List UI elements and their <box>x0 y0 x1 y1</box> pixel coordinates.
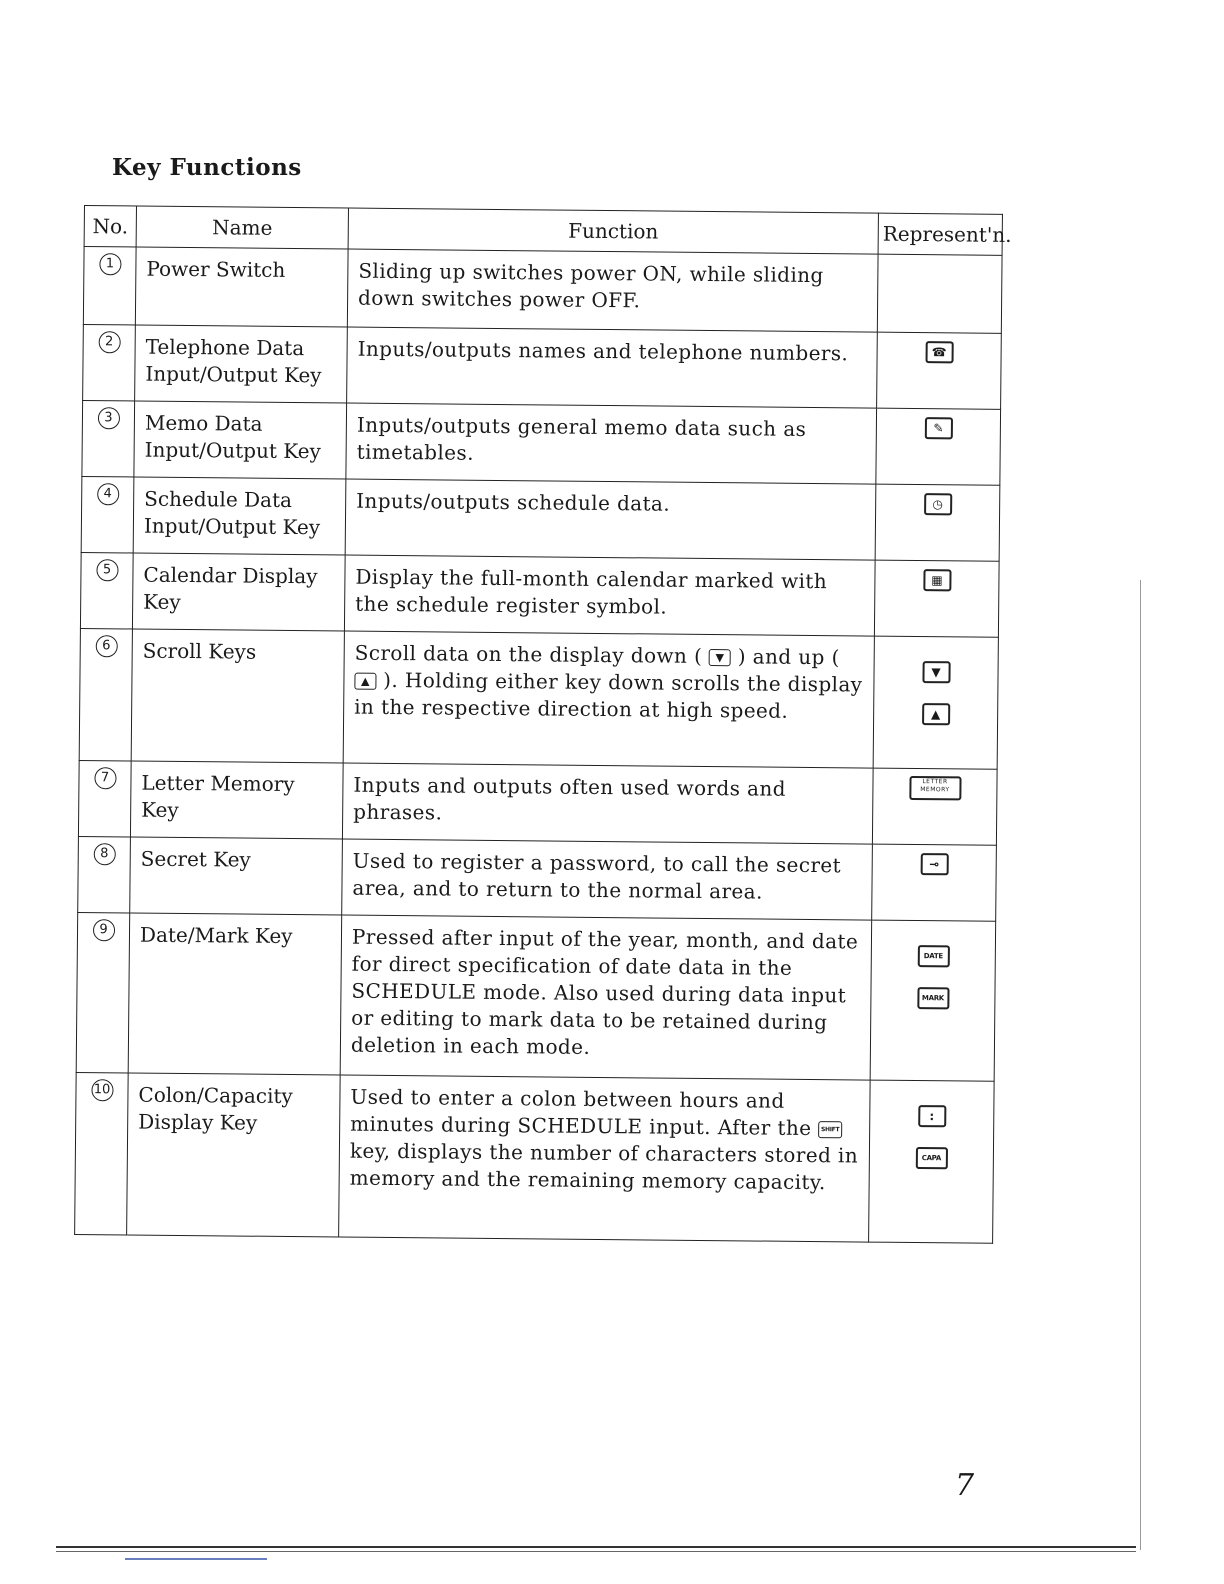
table-row <box>83 324 1002 409</box>
key-name: Letter Memory Key <box>130 761 343 839</box>
telephone-icon: ☎ <box>925 341 953 363</box>
key-name: Schedule Data Input/Output Key <box>133 477 346 555</box>
table-row <box>81 476 1000 561</box>
row-number: 7 <box>94 767 116 789</box>
header-no: No. <box>84 206 136 247</box>
scroll-up-icon: ▲ <box>354 673 376 690</box>
key-name: Memo Data Input/Output Key <box>134 401 347 479</box>
key-name: Scroll Keys <box>131 629 344 763</box>
colon-key-icon: : <box>918 1105 946 1127</box>
capa-key-icon: CAPA <box>915 1147 947 1169</box>
key-name: Calendar Display Key <box>132 553 345 631</box>
scroll-up-icon: ▲ <box>922 703 950 725</box>
key-function: Sliding up switches power ON, while sliding down switches power OFF. <box>347 249 878 332</box>
key-name: Power Switch <box>135 247 348 327</box>
right-margin-line <box>1140 580 1141 1550</box>
row-number: 8 <box>93 843 115 865</box>
key-function: Used to register a password, to call the secret area, and to return to the normal area. <box>342 839 873 920</box>
bottom-rule <box>56 1546 1136 1548</box>
row-number: 2 <box>98 331 120 353</box>
row-number: 9 <box>92 919 114 941</box>
bottom-rule-thin <box>56 1551 1136 1552</box>
key-function: Display the full-month calendar marked with the schedule register symbol. <box>344 555 875 636</box>
key-function: Inputs/outputs names and telephone numbers. <box>347 327 878 408</box>
section-title: Key Functions <box>112 154 302 181</box>
key-function: Pressed after input of the year, month, and date for direct specification of date data in the SCHEDULE mode. Also used during data input or editing to mark data to be retained during deletion in each mode. <box>340 915 872 1080</box>
key-function: Scroll data on the display down ( ▼ ) and up ( ▲ ). Holding either key down scrolls the display in the respective direction at high speed. <box>343 631 874 768</box>
page-number: 7 <box>955 1468 975 1503</box>
header-name: Name <box>136 206 348 249</box>
key-name: Telephone Data Input/Output Key <box>135 325 348 403</box>
clock-icon: ◷ <box>924 493 952 515</box>
key-function: Inputs and outputs often used words and phrases. <box>342 763 873 844</box>
row-number: 10 <box>91 1079 113 1101</box>
table-row <box>76 912 995 1081</box>
key-function: Inputs/outputs general memo data such as timetables. <box>346 403 877 484</box>
key-name: Date/Mark Key <box>128 913 342 1075</box>
row-number: 1 <box>99 253 121 275</box>
mark-key-icon: MARK <box>917 987 949 1009</box>
representation-cell <box>877 254 1002 333</box>
table-row <box>80 552 999 637</box>
memo-icon: ✎ <box>924 417 952 439</box>
scroll-down-icon: ▼ <box>709 649 731 666</box>
table-row <box>79 628 998 769</box>
key-icon: ⊸ <box>920 853 948 875</box>
key-name: Secret Key <box>130 837 343 915</box>
row-number: 6 <box>95 635 117 657</box>
table-row <box>78 760 997 845</box>
row-number: 5 <box>96 559 118 581</box>
row-number: 3 <box>97 407 119 429</box>
header-representation: Represent'n. <box>878 213 1002 255</box>
key-name: Colon/Capacity Display Key <box>127 1073 341 1237</box>
key-function: Inputs/outputs schedule data. <box>345 479 876 560</box>
bottom-blue-mark <box>125 1558 267 1560</box>
letter-memory-icon: LETTER MEMORY <box>909 775 961 799</box>
key-functions-table <box>74 205 1012 1244</box>
shift-key-icon: SHIFT <box>818 1121 842 1138</box>
row-number: 4 <box>97 483 119 505</box>
scroll-down-icon: ▼ <box>922 661 950 683</box>
table-row <box>75 1072 995 1243</box>
date-key-icon: DATE <box>917 945 949 967</box>
key-function: Used to enter a colon between hours and minutes during SCHEDULE input. After the SHIFT key, displays the number of characters stored in memory and the remaining memory capacity. <box>339 1075 871 1242</box>
table-row <box>78 836 997 921</box>
header-function: Function <box>348 208 878 254</box>
calendar-icon: ▦ <box>923 569 951 591</box>
table-row <box>82 400 1001 485</box>
table-row <box>83 247 1002 334</box>
